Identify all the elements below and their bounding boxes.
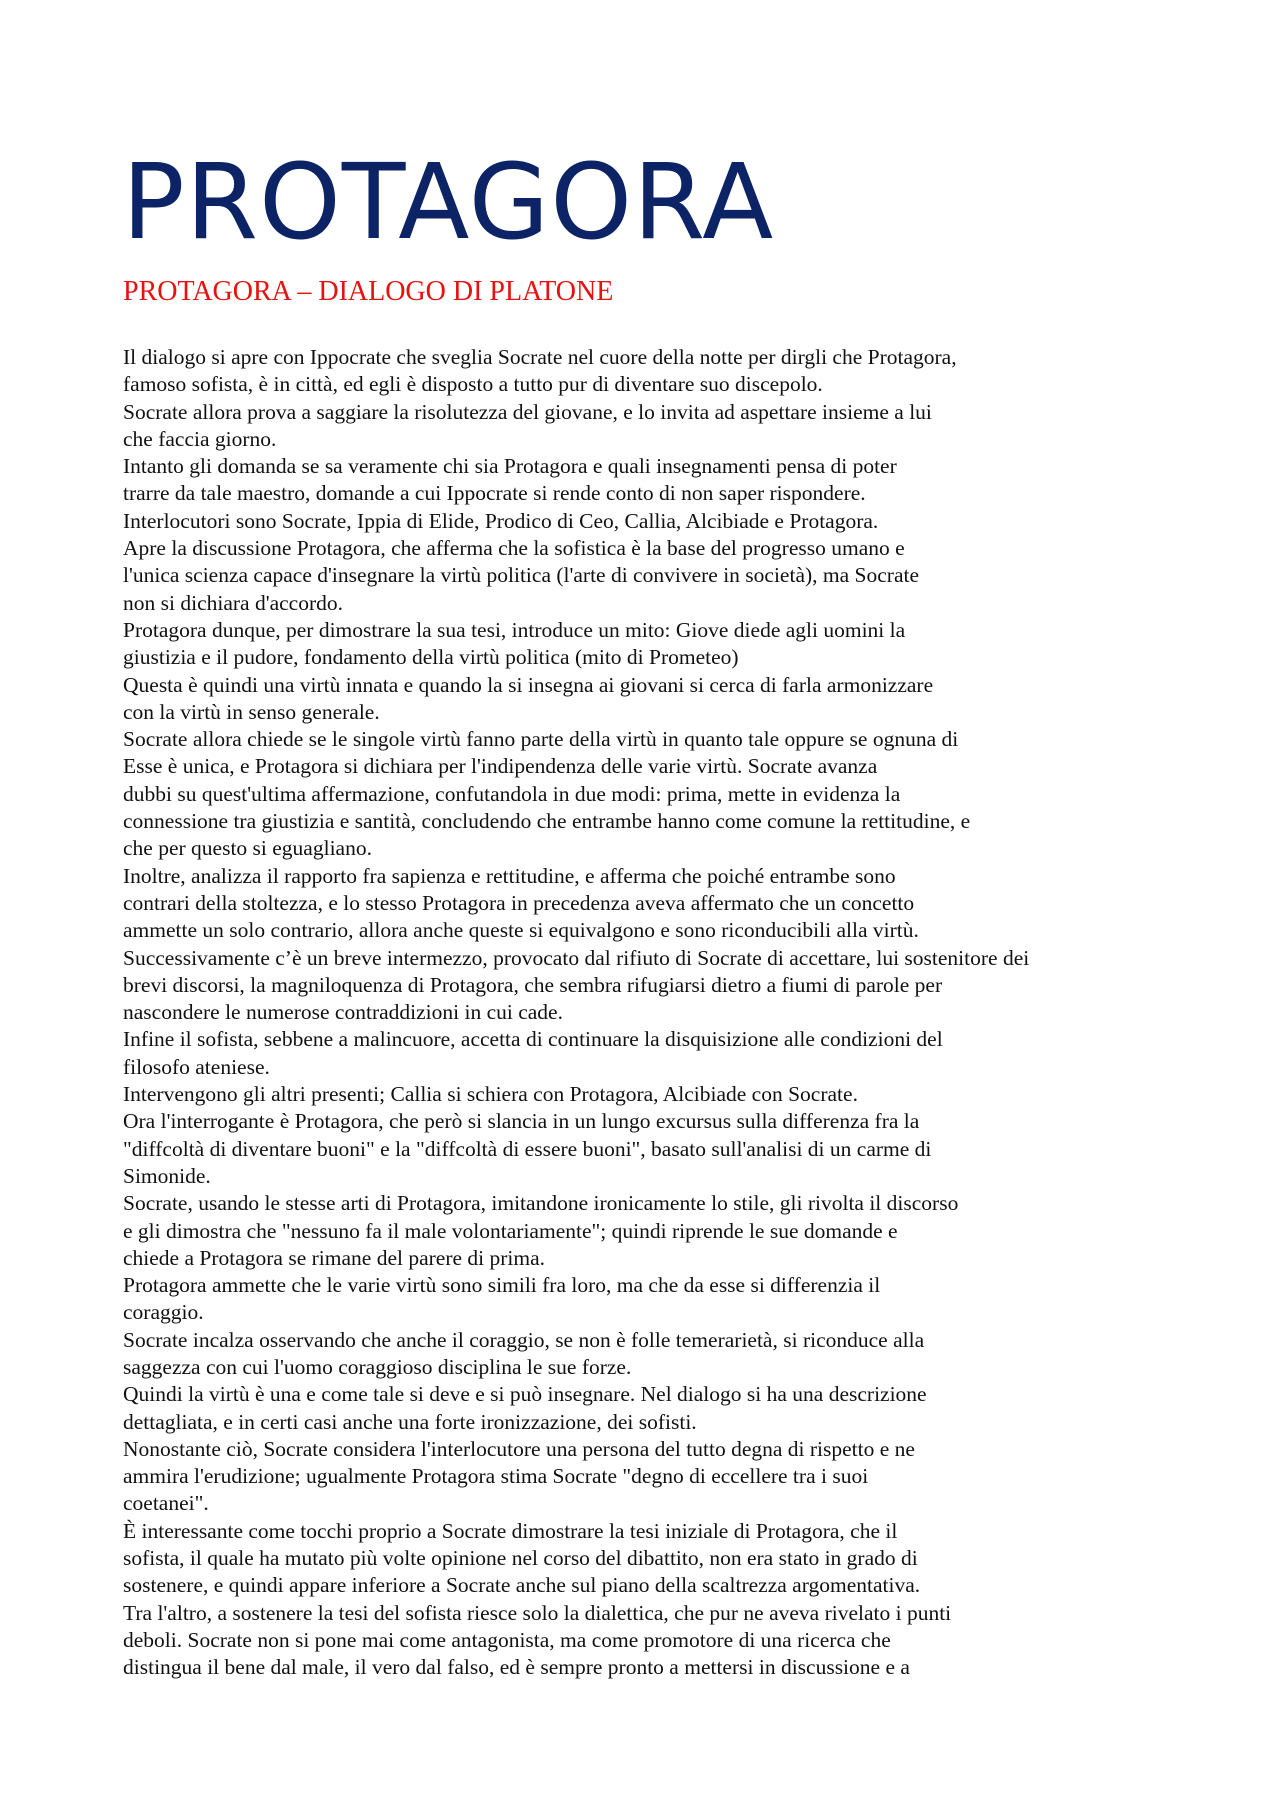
body-text-line: Protagora dunque, per dimostrare la sua tesi, introduce un mito: Giove diede agli uomini la [123, 617, 906, 642]
body-text-line: trarre da tale maestro, domande a cui Ippocrate si rende conto di non saper rispondere. [123, 481, 866, 506]
body-text-line: dettagliata, e in certi casi anche una forte ironizzazione, dei sofisti. [123, 1409, 697, 1434]
body-text-line: Infine il sofista, sebbene a malincuore, accetta di continuare la disquisizione alle condizioni del [123, 1027, 943, 1052]
body-text-line: Successivamente c’è un breve intermezzo, provocato dal rifiuto di Socrate di accettare, lui sostenitore dei [123, 945, 1030, 970]
body-text-line: ammira l'erudizione; ugualmente Protagora stima Socrate "degno di eccellere tra i suoi [123, 1464, 869, 1489]
body-text-line: Il dialogo si apre con Ippocrate che sveglia Socrate nel cuore della notte per dirgli che Protagora, [123, 345, 957, 369]
body-text-line: filosofo ateniese. [123, 1054, 270, 1079]
body-text-line: che faccia giorno. [123, 426, 277, 451]
body-text-line: Simonide. [123, 1163, 211, 1188]
body-text-line: Quindi la virtù è una e come tale si deve e si può insegnare. Nel dialogo si ha una descrizione [123, 1382, 927, 1407]
body-text-line: che per questo si eguagliano. [123, 836, 372, 861]
document-body [123, 344, 1223, 1682]
body-text-line: coetanei". [123, 1491, 209, 1516]
body-text-line: coraggio. [123, 1300, 204, 1325]
body-text-line: Apre la discussione Protagora, che afferma che la sofistica è la base del progresso umano e [123, 536, 905, 561]
body-text-line: giustizia e il pudore, fondamento della virtù politica (mito di Prometeo) [123, 645, 739, 670]
body-text-line: nascondere le numerose contraddizioni in cui cade. [123, 1000, 563, 1025]
body-text-line: deboli. Socrate non si pone mai come antagonista, ma come promotore di una ricerca che [123, 1627, 891, 1652]
body-text-line: Socrate incalza osservando che anche il coraggio, se non è folle temerarietà, si riconduce alla [123, 1327, 925, 1352]
body-text-line: Socrate, usando le stesse arti di Protagora, imitandone ironicamente lo stile, gli rivolta il discorso [123, 1191, 959, 1216]
body-text-line: dubbi su quest'ultima affermazione, confutandola in due modi: prima, mette in evidenza la [123, 781, 901, 806]
body-text-line: Intanto gli domanda se sa veramente chi sia Protagora e quali insegnamenti pensa di poter [123, 454, 897, 479]
body-text-line: Socrate allora chiede se le singole virtù fanno parte della virtù in quanto tale oppure se ognuna di [123, 727, 959, 752]
body-text-line: l'unica scienza capace d'insegnare la virtù politica (l'arte di convivere in società), ma Socrate [123, 563, 920, 588]
body-text-line: sostenere, e quindi appare inferiore a Socrate anche sul piano della scaltrezza argomentativa. [123, 1573, 921, 1598]
body-text-line: distingua il bene dal male, il vero dal falso, ed è sempre pronto a mettersi in discussione e a [123, 1655, 910, 1680]
body-text-line: Nonostante ciò, Socrate considera l'interlocutore una persona del tutto degna di rispetto e ne [123, 1436, 915, 1461]
body-text-line: famoso sofista, è in città, ed egli è disposto a tutto pur di diventare suo discepolo. [123, 372, 823, 397]
body-text-line: e gli dimostra che "nessuno fa il male volontariamente"; quindi riprende le sue domande e [123, 1218, 898, 1243]
document-title: PROTAGORA [122, 141, 775, 263]
body-text-line: "diffcoltà di diventare buoni" e la "diffcoltà di essere buoni", basato sull'analisi di un carme di [123, 1136, 932, 1161]
body-text-line: brevi discorsi, la magniloquenza di Protagora, che sembra rifugiarsi dietro a fiumi di parole per [123, 972, 943, 997]
body-text-line: Esse è unica, e Protagora si dichiara per l'indipendenza delle varie virtù. Socrate avanza [123, 754, 878, 779]
body-text-line: ammette un solo contrario, allora anche queste si equivalgono e sono riconducibili alla virtù. [123, 918, 919, 943]
body-text-line: Inoltre, analizza il rapporto fra sapienza e rettitudine, e afferma che poiché entrambe sono [123, 863, 896, 888]
body-text-line: Questa è quindi una virtù innata e quando la si insegna ai giovani si cerca di farla armonizzare [123, 672, 934, 697]
body-text-line: Tra l'altro, a sostenere la tesi del sofista riesce solo la dialettica, che pur ne aveva rivelato i punti [123, 1600, 952, 1625]
body-text-line: non si dichiara d'accordo. [123, 590, 343, 615]
body-text-line: sofista, il quale ha mutato più volte opinione nel corso del dibattito, non era stato in grado di [123, 1546, 918, 1571]
body-text-line: Socrate allora prova a saggiare la risolutezza del giovane, e lo invita ad aspettare insieme a lui [123, 399, 932, 424]
body-text-line: Protagora ammette che le varie virtù sono simili fra loro, ma che da esse si differenzia il [123, 1273, 881, 1298]
body-text-line: saggezza con cui l'uomo coraggioso disciplina le sue forze. [123, 1354, 632, 1379]
document-subtitle: PROTAGORA – DIALOGO DI PLATONE [123, 276, 614, 307]
body-text-line: Intervengono gli altri presenti; Callia si schiera con Protagora, Alcibiade con Socrate. [123, 1082, 858, 1107]
body-text-line: con la virtù in senso generale. [123, 699, 380, 724]
body-text-line: È interessante come tocchi proprio a Socrate dimostrare la tesi iniziale di Protagora, che il [123, 1518, 898, 1543]
body-text-line: Ora l'interrogante è Protagora, che però si slancia in un lungo excursus sulla differenza fra la [123, 1109, 920, 1134]
body-text-line: contrari della stoltezza, e lo stesso Protagora in precedenza aveva affermato che un concetto [123, 890, 915, 915]
body-text-line: chiede a Protagora se rimane del parere di prima. [123, 1245, 546, 1270]
body-text-line: connessione tra giustizia e santità, concludendo che entrambe hanno come comune la rettitudine, e [123, 809, 971, 834]
body-text-line: Interlocutori sono Socrate, Ippia di Elide, Prodico di Ceo, Callia, Alcibiade e Protagora. [123, 508, 879, 533]
